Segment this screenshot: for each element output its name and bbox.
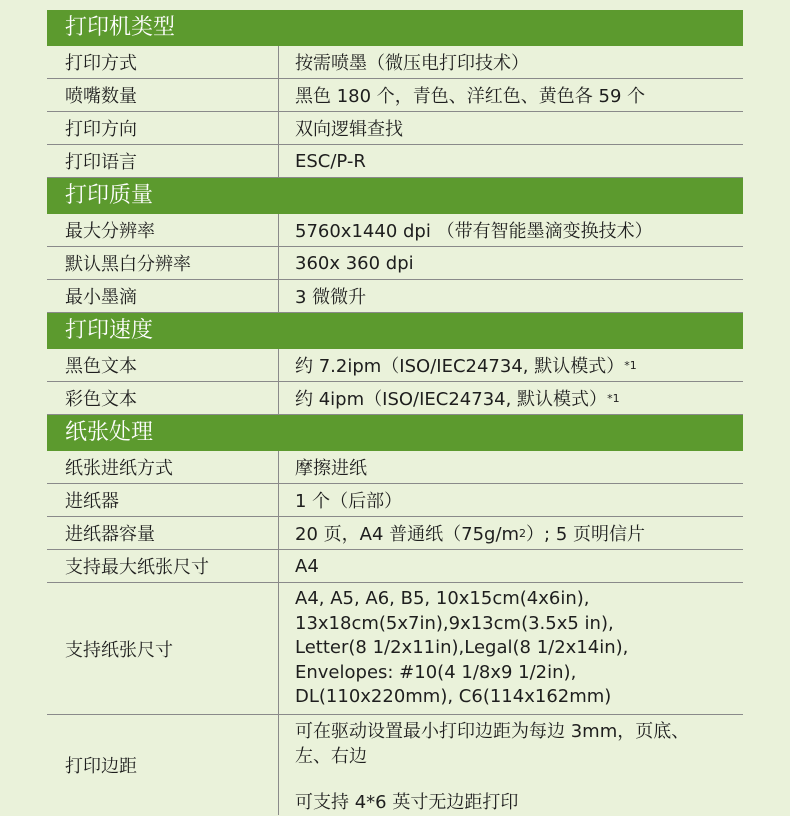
spec-value-text: 20 页，A4 普通纸（75g/m — [295, 524, 520, 545]
spec-row — [47, 451, 743, 484]
spec-value: 1 个（后部） — [295, 491, 403, 512]
spec-value: 3 微微升 — [295, 287, 367, 308]
spec-label: 进纸器容量 — [47, 517, 279, 549]
spec-row — [47, 214, 743, 247]
spec-label: 打印方向 — [47, 112, 279, 144]
spec-value — [279, 517, 743, 549]
spec-value: 黑色 180 个，青色、洋红色、黄色各 59 个 — [295, 86, 646, 107]
spec-value: A4 — [295, 555, 319, 577]
spec-value-text: ）; 5 页明信片 — [526, 524, 646, 545]
section-header-print-speed: 打印速度 — [47, 313, 743, 349]
superscript: 2 — [519, 526, 527, 540]
spec-row — [47, 382, 743, 415]
spec-value-line: 可在驱动设置最小打印边距为每边 3mm，页底、 — [295, 721, 690, 742]
spec-value: 摩擦进纸 — [295, 458, 367, 479]
spec-value: 按需喷墨（微压电打印技术） — [295, 53, 529, 74]
spec-row — [47, 484, 743, 517]
spec-value-line: 可支持 4*6 英寸无边距打印 — [295, 792, 519, 813]
spec-value — [279, 583, 743, 714]
spec-label: 黑色文本 — [47, 349, 279, 381]
spec-value-line: Envelopes: #10(4 1/8x9 1/2in), — [295, 661, 577, 683]
spec-value: ESC/P-R — [295, 150, 366, 172]
spec-label: 打印边距 — [47, 715, 279, 815]
spec-row — [47, 145, 743, 178]
footnote-mark: *1 — [607, 391, 620, 405]
spec-row — [47, 715, 743, 815]
footnote-mark: *1 — [624, 358, 637, 372]
spec-value-text: 约 4ipm（ISO/IEC24734, 默认模式） — [295, 389, 608, 410]
spec-row — [47, 247, 743, 280]
spec-label: 进纸器 — [47, 484, 279, 516]
section-header-print-quality: 打印质量 — [47, 178, 743, 214]
spec-value-line: 左、右边 — [295, 746, 367, 767]
section-header-printer-type: 打印机类型 — [47, 10, 743, 46]
spec-value — [279, 382, 743, 414]
spec-value — [279, 349, 743, 381]
spec-label: 最大分辨率 — [47, 214, 279, 246]
spec-value-line: Letter(8 1/2x11in),Legal(8 1/2x14in), — [295, 637, 629, 659]
spec-value — [279, 715, 743, 815]
spec-row — [47, 280, 743, 313]
spec-label: 打印方式 — [47, 46, 279, 78]
spec-label: 最小墨滴 — [47, 280, 279, 312]
spec-row — [47, 583, 743, 715]
spec-row — [47, 46, 743, 79]
spec-value: 双向逻辑查找 — [295, 119, 403, 140]
spec-label: 支持最大纸张尺寸 — [47, 550, 279, 582]
spec-label: 喷嘴数量 — [47, 79, 279, 111]
spec-label: 支持纸张尺寸 — [47, 583, 279, 714]
spec-label: 默认黑白分辨率 — [47, 247, 279, 279]
spec-row — [47, 517, 743, 550]
spec-value: 360x 360 dpi — [295, 252, 414, 274]
spec-value-text: 约 7.2ipm（ISO/IEC24734, 默认模式） — [295, 356, 625, 377]
spec-row — [47, 112, 743, 145]
spec-sheet — [47, 10, 743, 815]
spec-row — [47, 349, 743, 382]
section-header-paper-handling: 纸张处理 — [47, 415, 743, 451]
spec-value-line: 13x18cm(5x7in),9x13cm(3.5x5 in), — [295, 612, 614, 634]
spec-label: 打印语言 — [47, 145, 279, 177]
spec-row — [47, 550, 743, 583]
spec-label: 纸张进纸方式 — [47, 451, 279, 483]
spec-value-line: A4, A5, A6, B5, 10x15cm(4x6in), — [295, 588, 590, 610]
spec-row — [47, 79, 743, 112]
spec-label: 彩色文本 — [47, 382, 279, 414]
spec-value-line: DL(110x220mm), C6(114x162mm) — [295, 686, 612, 708]
spec-value: 5760x1440 dpi （带有智能墨滴变换技术） — [295, 221, 653, 242]
